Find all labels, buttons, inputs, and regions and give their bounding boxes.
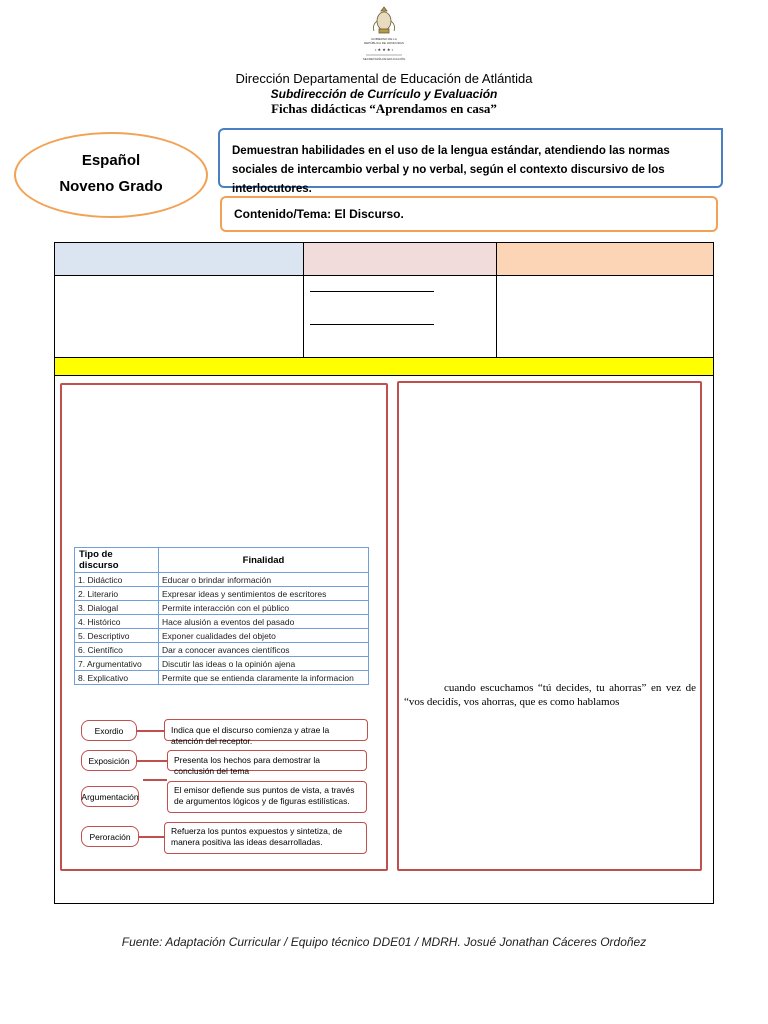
right-content-panel [397,381,702,871]
table-row [75,587,369,601]
table-row [75,573,369,587]
table-header: Tipo de discurso [75,548,159,573]
subject-grade: Noveno Grado [59,178,163,195]
svg-text:GOBIERNO DE LA: GOBIERNO DE LA [371,37,397,41]
table-cell: Hace alusión a eventos del pasado [159,615,369,629]
blank-line [310,291,434,292]
department-title: Dirección Departamental de Educación de Atlántida [235,71,533,86]
table-cell: Educar o brindar información [159,573,369,587]
table-row [75,601,369,615]
part-peroracion-desc: Refuerza los puntos expuestos y sintetiza, de manera positiva las ideas desarrolladas. [164,822,367,854]
honduras-crest-logo [360,4,408,64]
subject-name: Español [81,152,141,169]
table-cell: Permite que se entienda claramente la informacion [159,671,369,685]
body-cell-left [55,276,304,358]
table-row [75,629,369,643]
connector-line [139,836,164,838]
part-exposicion: Exposición [81,750,137,771]
connector-line [137,730,164,732]
table-cell: Dar a conocer avances científicos [159,643,369,657]
connector-line [143,779,167,781]
table-cell: Permite interacción con el público [159,601,369,615]
worksheet-title: Fichas didácticas “Aprendamos en casa” [271,101,497,116]
table-cell: Exponer cualidades del objeto [159,629,369,643]
svg-text:SECRETARÍA DE EDUCACIÓN: SECRETARÍA DE EDUCACIÓN [362,57,406,61]
body-cell-right [497,276,713,358]
topic-box: Contenido/Tema: El Discurso. [220,196,718,232]
part-exposicion-desc: Presenta los hechos para demostrar la conclusión del tema [167,750,367,771]
table-cell: 1. Didáctico [75,573,159,587]
svg-text:REPÚBLICA DE HONDURAS: REPÚBLICA DE HONDURAS [364,41,404,45]
subject-oval [14,132,208,218]
table-cell: 7. Argumentativo [75,657,159,671]
discourse-types-table [74,547,369,685]
body-cell-middle [304,276,497,358]
table-row [75,643,369,657]
quote-text: cuando escuchamos “tú decides, tu ahorras” en vez de “vos decidís, vos ahorras, que es como hablamos [404,682,696,708]
header-cell-blue [55,243,304,276]
subdirection-title: Subdirección de Currículo y Evaluación [270,87,498,101]
table-row [75,615,369,629]
part-argumentacion: Argumentación [81,786,139,807]
table-row [75,657,369,671]
header-cell-orange [497,243,713,276]
blank-line [310,324,434,325]
table-cell: Expresar ideas y sentimientos de escritores [159,587,369,601]
table-cell: 2. Literario [75,587,159,601]
table-cell: 6. Científico [75,643,159,657]
table-cell: 5. Descriptivo [75,629,159,643]
part-exordio-desc: Indica que el discurso comienza y atrae la atención del receptor. [164,719,368,741]
table-cell: 8. Explicativo [75,671,159,685]
table-cell: 3. Dialogal [75,601,159,615]
yellow-bar [55,358,713,376]
table-cell: Discutir las ideas o la opinión ajena [159,657,369,671]
table-header: Finalidad [159,548,369,573]
footer-source: Fuente: Adaptación Curricular / Equipo técnico DDE01 / MDRH. Josué Jonathan Cáceres Ordoñez [121,935,647,949]
table-row [75,671,369,685]
competency-box: Demuestran habilidades en el uso de la lengua estándar, atendiendo las normas sociales de intercambio verbal y no verbal, según el contexto discursivo de los interlocutores. [218,128,723,188]
part-exordio: Exordio [81,720,137,741]
connector-line [137,760,167,762]
part-peroracion: Peroración [81,826,139,847]
table-cell: 4. Histórico [75,615,159,629]
svg-text:• ★ ★ ★ •: • ★ ★ ★ • [374,47,394,52]
header-cell-pink [304,243,497,276]
part-argumentacion-desc: El emisor defiende sus puntos de vista, a través de argumentos lógicos y de figuras estilísticas. [167,781,367,813]
